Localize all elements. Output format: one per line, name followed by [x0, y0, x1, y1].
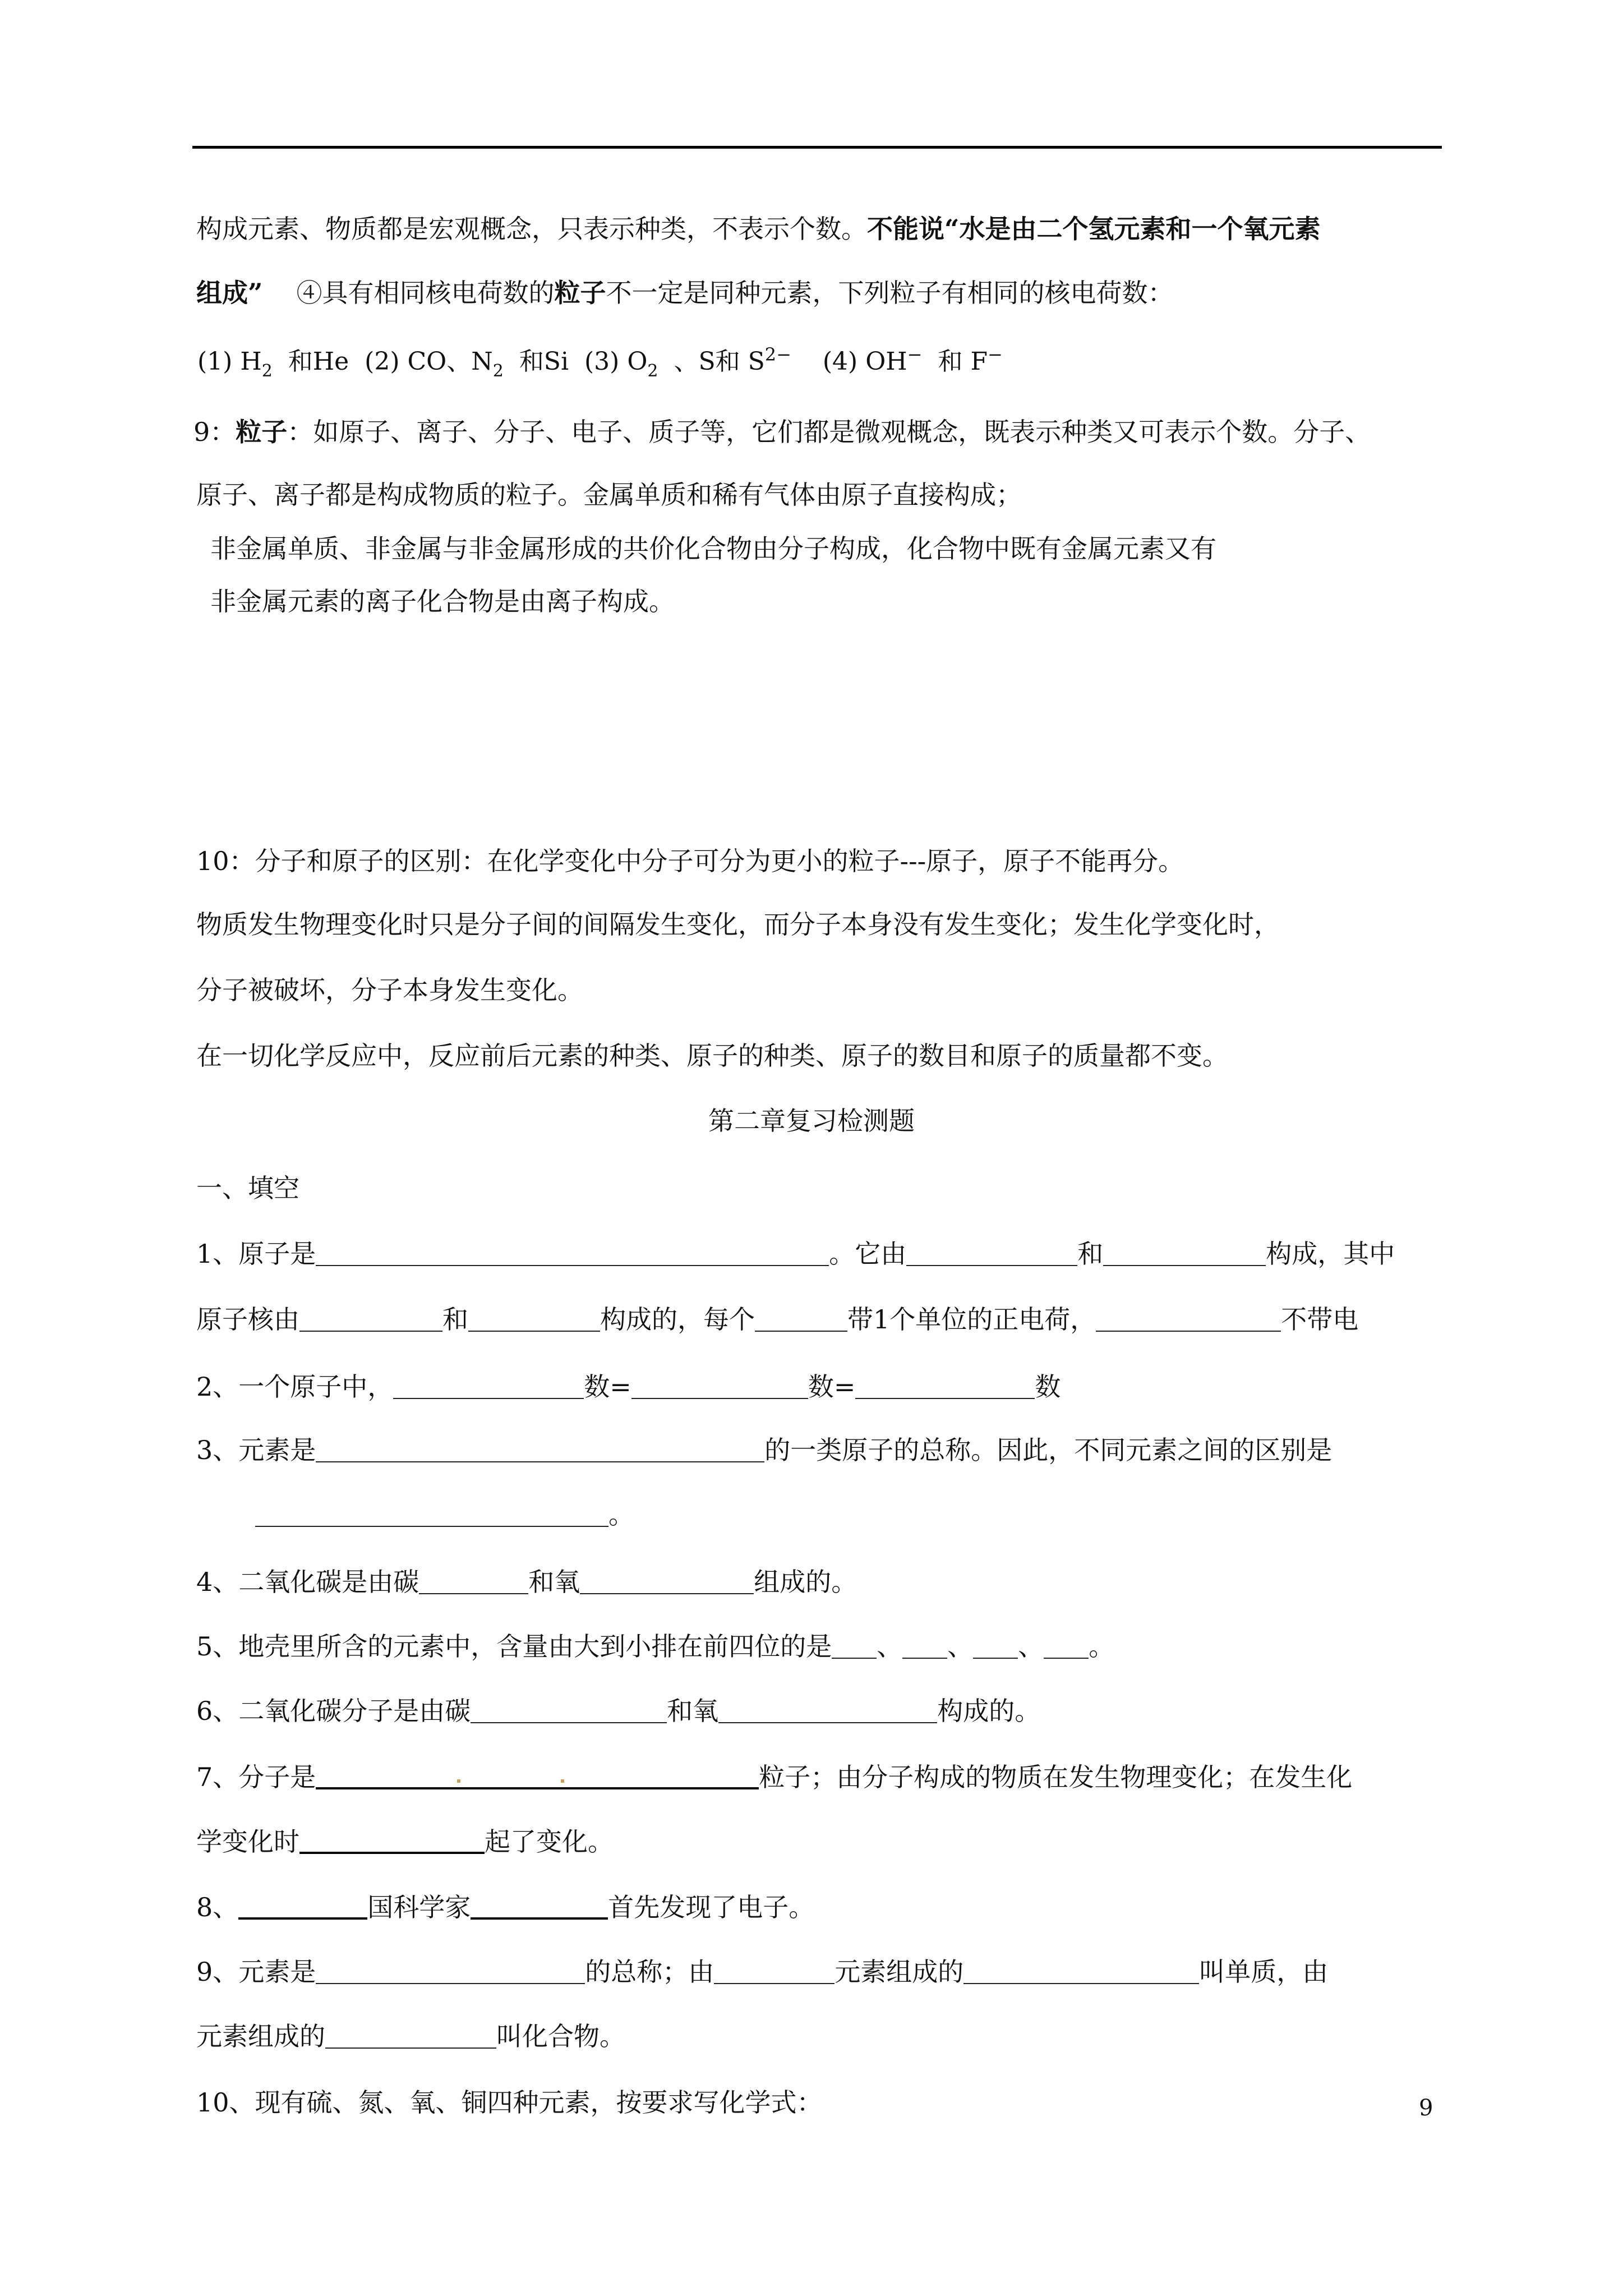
- question-7-cont: [196, 1825, 614, 1858]
- text: 国科学家: [367, 1892, 471, 1922]
- answer-blank[interactable]: [631, 1375, 808, 1399]
- bold-term: 粒子: [236, 417, 288, 447]
- text: 8、: [196, 1892, 239, 1922]
- smudge-mark: [561, 1779, 564, 1783]
- text: 元素组成的: [196, 2021, 325, 2051]
- text: 粒子；由分子构成的物质在发生物理变化；在发生化: [759, 1762, 1353, 1792]
- question-9: [196, 1955, 1328, 1989]
- question-7: [196, 1760, 1352, 1794]
- question-8: [196, 1890, 814, 1924]
- answer-blank[interactable]: [316, 1439, 764, 1462]
- answer-blank[interactable]: [1103, 1243, 1266, 1266]
- formula: (1) H: [197, 347, 262, 376]
- formula: (3) O: [584, 347, 648, 376]
- text: 。: [1089, 1631, 1115, 1662]
- question-9-cont: [196, 2019, 625, 2053]
- para-line: [196, 276, 1173, 310]
- formula-line: [197, 345, 1003, 379]
- answer-blank[interactable]: [963, 1961, 1199, 1984]
- question-6: [196, 1694, 1040, 1728]
- answer-blank[interactable]: [580, 1571, 754, 1594]
- text: 叫单质，由: [1199, 1957, 1329, 1987]
- text: ④具有相同核电荷数的: [296, 278, 555, 308]
- item9-line2: 原子、离子都是构成物质的粒子。金属单质和稀有气体由原子直接构成；: [196, 480, 1022, 510]
- text: 原子核由: [196, 1304, 299, 1335]
- answer-blank[interactable]: [1096, 1308, 1281, 1332]
- text: 。: [608, 1499, 634, 1530]
- text: 学变化时: [196, 1826, 299, 1857]
- answer-blank[interactable]: [855, 1375, 1035, 1399]
- item9-line3: 非金属单质、非金属与非金属形成的共价化合物由分子构成，化合物中既有金属元素又有: [210, 533, 1216, 564]
- text: 起了变化。: [485, 1826, 614, 1857]
- item-number: 9：: [193, 417, 236, 447]
- answer-blank[interactable]: [468, 1308, 600, 1332]
- subscript: 2: [492, 361, 504, 381]
- text: 的一类原子的总称。因此，不同元素之间的区别是: [764, 1435, 1332, 1465]
- text: 3、元素是: [196, 1435, 316, 1465]
- question-1-cont: [196, 1303, 1358, 1336]
- question-5: [196, 1630, 1114, 1663]
- text: 的总称；由: [585, 1957, 714, 1987]
- header-rule: [192, 146, 1442, 149]
- superscript: −: [987, 344, 1003, 365]
- page-number: 9: [1419, 2095, 1433, 2121]
- text: 1、原子是: [196, 1239, 316, 1269]
- question-3-cont: [255, 1498, 634, 1531]
- item10-line4: 在一切化学反应中，反应前后元素的种类、原子的种类、原子的数目和原子的质量都不变。: [196, 1041, 1228, 1071]
- answer-blank[interactable]: [316, 1765, 759, 1789]
- text: 7、分子是: [196, 1762, 316, 1792]
- text: 数=: [584, 1372, 631, 1402]
- subscript: 2: [261, 361, 273, 381]
- bold-text: 组成”: [196, 278, 263, 308]
- text: 、: [877, 1631, 903, 1662]
- answer-blank[interactable]: [471, 1895, 608, 1920]
- formula: (2) CO、N: [365, 347, 493, 376]
- text: 首先发现了电子。: [608, 1892, 815, 1922]
- answer-blank[interactable]: [238, 1895, 367, 1920]
- text: ：如原子、离子、分子、电子、质子等，它们都是微观概念，既表示种类又可表示个数。分子、: [287, 417, 1371, 447]
- question-10: 10、现有硫、氮、氧、铜四种元素，按要求写化学式：: [196, 2087, 823, 2118]
- answer-blank[interactable]: [1044, 1635, 1089, 1659]
- formula: 和He: [288, 347, 349, 376]
- formula: 、S和 S: [674, 347, 765, 376]
- text: 组成的。: [754, 1567, 857, 1597]
- text: 和: [1077, 1239, 1104, 1269]
- answer-blank[interactable]: [973, 1635, 1018, 1659]
- text: 9、元素是: [196, 1957, 316, 1987]
- bold-text: 粒子: [554, 278, 606, 308]
- text: 构成的，每个: [600, 1304, 755, 1335]
- text: 5、地壳里所含的元素中，含量由大到小排在前四位的是: [196, 1631, 832, 1662]
- text: 、: [947, 1631, 974, 1662]
- text: 和氧: [667, 1696, 719, 1726]
- text: 。它由: [829, 1239, 907, 1269]
- item10-line2: 物质发生物理变化时只是分子间的间隔发生变化，而分子本身没有发生变化；发生化学变化时，: [196, 909, 1280, 940]
- answer-blank[interactable]: [255, 1503, 608, 1527]
- subscript: 2: [647, 361, 658, 381]
- answer-blank[interactable]: [906, 1243, 1077, 1266]
- text: 4、二氧化碳是由碳: [196, 1567, 419, 1597]
- answer-blank[interactable]: [832, 1635, 877, 1659]
- answer-blank[interactable]: [299, 1308, 442, 1332]
- text: 元素组成的: [834, 1957, 964, 1987]
- answer-blank[interactable]: [325, 2025, 496, 2049]
- formula: 和 F: [938, 347, 988, 376]
- item9-line4: 非金属元素的离子化合物是由离子构成。: [210, 586, 675, 616]
- text: 不一定是同种元素，下列粒子有相同的核电荷数：: [606, 278, 1174, 308]
- question-3: [196, 1433, 1332, 1467]
- answer-blank[interactable]: [714, 1961, 834, 1984]
- formula: 和Si: [519, 347, 569, 376]
- question-2: [196, 1370, 1061, 1404]
- item10-line1: 10：分子和原子的区别：在化学变化中分子可分为更小的粒子---原子，原子不能再分。: [196, 846, 1184, 876]
- quiz-title: 第二章复习检测题: [708, 1106, 915, 1136]
- answer-blank[interactable]: [316, 1243, 829, 1266]
- section-heading: 一、填空: [196, 1173, 299, 1203]
- formula: (4) OH: [822, 347, 907, 376]
- answer-blank[interactable]: [299, 1829, 485, 1854]
- text: 和: [442, 1304, 468, 1335]
- text: 构成，其中: [1266, 1239, 1395, 1269]
- para-line: [196, 212, 1320, 246]
- answer-blank[interactable]: [755, 1308, 847, 1332]
- question-4: [196, 1565, 857, 1599]
- answer-blank[interactable]: [902, 1635, 947, 1659]
- item9-line1: [193, 415, 1371, 449]
- smudge-mark: [457, 1779, 460, 1783]
- text: 构成元素、物质都是宏观概念，只表示种类，不表示个数。: [196, 214, 867, 244]
- text: 构成的。: [937, 1696, 1041, 1726]
- text: 、: [1018, 1631, 1044, 1662]
- text: 数=: [808, 1372, 856, 1402]
- superscript: −: [907, 344, 923, 365]
- answer-blank[interactable]: [419, 1571, 528, 1594]
- text: 不带电: [1281, 1304, 1359, 1335]
- answer-blank[interactable]: [393, 1375, 584, 1399]
- answer-blank[interactable]: [718, 1700, 937, 1723]
- text: 叫化合物。: [496, 2021, 625, 2051]
- answer-blank[interactable]: [471, 1700, 667, 1723]
- item10-line3: 分子被破坏，分子本身发生变化。: [196, 975, 583, 1005]
- answer-blank[interactable]: [316, 1961, 585, 1984]
- text: 和氧: [528, 1567, 580, 1597]
- text: 2、一个原子中，: [196, 1372, 394, 1402]
- question-1: [196, 1237, 1395, 1271]
- text: 6、二氧化碳分子是由碳: [196, 1696, 471, 1726]
- text: 带1个单位的正电荷，: [847, 1304, 1096, 1335]
- text: 数: [1035, 1372, 1061, 1402]
- bold-text: 不能说“水是由二个氢元素和一个氧元素: [867, 214, 1321, 244]
- superscript: 2−: [764, 344, 791, 365]
